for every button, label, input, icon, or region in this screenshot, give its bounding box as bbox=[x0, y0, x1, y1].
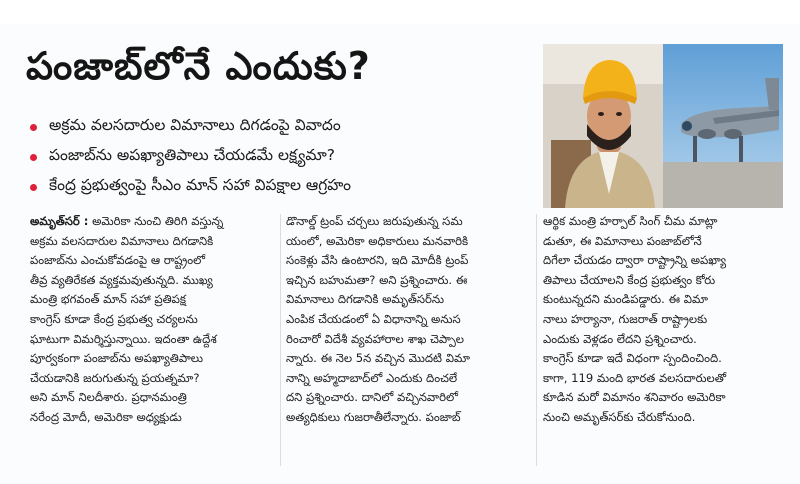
article-line: అత్యధికులు గుజరాతీలేన్నారు. పంజాబ్ bbox=[286, 409, 461, 424]
bullet-text: కేంద్ర ప్రభుత్వంపై సీఎం మాన్ సహా విపక్షాల ఆగ్రహం bbox=[49, 176, 352, 194]
dateline: అమృత్‌సర్ : bbox=[30, 214, 89, 228]
article-line: చేయడానికి జరుగుతున్న ప్రయత్నమా? bbox=[30, 370, 200, 385]
article-line: పూర్వకంగా పంజాబ్‌ను అపఖ్యాతిపాలు bbox=[30, 351, 203, 366]
article-line: డుతూ, ఈ విమానాలు పంజాబ్‌లోనే bbox=[543, 233, 702, 248]
article-line: నాలు హర్యానా, గుజరాత్ రాష్ట్రాలకు bbox=[543, 311, 708, 326]
article-line: ఆర్థిక మంత్రి హర్పాల్ సింగ్ చీమ మాట్లా bbox=[543, 214, 718, 228]
bullet-item bbox=[30, 142, 351, 172]
article-line: కాంగ్రెస్ కూడా ఇదే విధంగా స్పందించింది. bbox=[543, 351, 722, 366]
article-line: డొనాల్డ్ ట్రంప్ చర్చలు జరుపుతున్న సమ bbox=[286, 214, 463, 228]
article-line: సంకెళ్లు వేసి ఉంటారని, ఇది మోదీకి ట్రంప్ bbox=[286, 253, 469, 268]
bullet-dot-icon bbox=[30, 184, 37, 191]
article-line: రించారో విదేశీ వ్యవహారాల శాఖ చెప్పాల bbox=[286, 331, 465, 346]
article-line: ఇచ్చిన బహుమతా? అని ప్రశ్నించారు. ఈ bbox=[286, 272, 468, 287]
article-line: కాంగ్రెస్ కూడా కేంద్ర ప్రభుత్వ చర్యలను bbox=[30, 311, 198, 326]
article-line: దిగేలా చేయడం ద్వారా రాష్ట్రాన్ని అపఖ్యా bbox=[543, 253, 727, 268]
article-line-text: అమెరికా నుంచి తిరిగి వస్తున్న bbox=[88, 214, 224, 228]
column-divider bbox=[280, 214, 281, 466]
article-line: పంజాబ్‌ను ఎంచుకోవడంపై ఆ రాష్ట్రంలో bbox=[30, 253, 206, 268]
subheadline-list bbox=[30, 112, 351, 202]
article-line: అక్రమ వలసదారుల విమానాలు దిగడానికి bbox=[30, 233, 214, 248]
bullet-item bbox=[30, 172, 351, 202]
column-divider bbox=[536, 214, 537, 466]
bullet-text: అక్రమ వలసదారుల విమానాలు దిగడంపై వివాదం bbox=[49, 116, 341, 134]
article-line: తిపాలు చేయాలని కేంద్ర ప్రభుత్వం కోరు bbox=[543, 272, 716, 287]
article-line: కుంటున్నదని మండిపడ్డారు. ఈ విమా bbox=[543, 292, 708, 307]
article-line: నాన్ని అహ్మదాబాద్‌లో ఎందుకు దించలే bbox=[286, 370, 458, 385]
article-line: కూడిన మరో విమానం శనివారం అమెరికా bbox=[543, 390, 726, 405]
article-line: న్నారు. ఈ నెల 5న వచ్చిన మొదటి విమా bbox=[286, 351, 470, 366]
article-line: ఘాటుగా విమర్శిస్తున్నాయి. ఇదంతా ఉద్దేశ bbox=[30, 331, 217, 346]
bullet-dot-icon bbox=[30, 154, 37, 161]
article-line: తీవ్ర వ్యతిరేకత వ్యక్తమవుతున్నది. ముఖ్య bbox=[30, 272, 213, 287]
bullet-dot-icon bbox=[30, 124, 37, 131]
article-column-2 bbox=[286, 212, 526, 428]
article-line: కాగా, 119 మంది భారత వలసదారులతో bbox=[543, 370, 727, 385]
article-line: యంలో, అమెరికా అధికారులు మనవారికి bbox=[286, 233, 469, 248]
top-margin bbox=[0, 0, 800, 24]
article-line: ఎందుకు వెళ్లడం లేదని ప్రశ్నించారు. bbox=[543, 331, 697, 346]
article-line: దని ప్రశ్నించారు. దానిలో వచ్చినవారిలో bbox=[286, 390, 458, 405]
article-line: నుంచి అమృత్‌సర్‌కు చేరుకోనుంది. bbox=[543, 409, 696, 424]
article-column-3 bbox=[543, 212, 783, 428]
headline: పంజాబ్‌లోనే ఎందుకు? bbox=[26, 44, 371, 88]
article-line: నరేంద్ర మోదీ, అమెరికా అధ్యక్షుడు bbox=[30, 409, 182, 424]
article-line bbox=[30, 212, 274, 232]
article-column-1 bbox=[30, 212, 274, 428]
news-photo-illustration bbox=[543, 44, 783, 208]
bullet-text: పంజాబ్‌ను అపఖ్యాతిపాలు చేయడమే లక్ష్యమా? bbox=[49, 146, 335, 164]
bullet-item bbox=[30, 112, 351, 142]
news-photo bbox=[543, 44, 783, 208]
article-line: అని మాన్ నిలదీశారు. ప్రధానమంత్రి bbox=[30, 390, 187, 405]
article-line: ఎంపిక చేయడంలో ఏ విధానాన్ని అనుస bbox=[286, 311, 461, 326]
article-line: విమానాలు దిగడానికి అమృత్‌సర్‌ను bbox=[286, 292, 445, 307]
article-line: మంత్రి భగవంత్ మాన్ సహా ప్రతిపక్ష bbox=[30, 292, 186, 307]
